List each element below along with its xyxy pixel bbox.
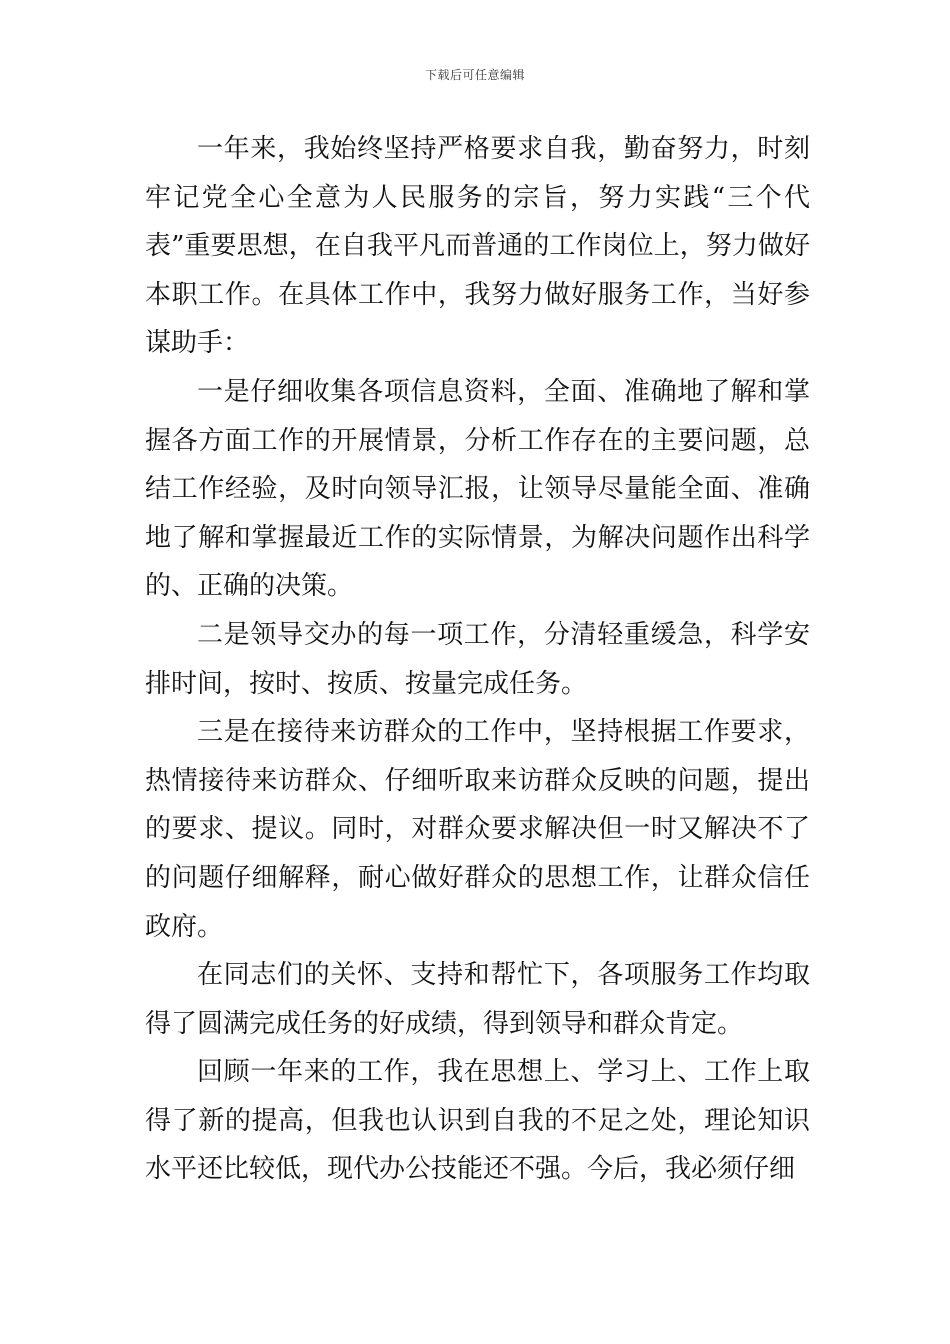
paragraph-4: 三是在接待来访群众的工作中，坚持根据工作要求，热情接待来访群众、仔细听取来访群众反映的问题，提出的要求、提议。同时，对群众要求解决但一时又解决不了的问题仔细解释，耐心做好群众的思想工作，让群众信任政府。 [145, 717, 810, 942]
paragraph-6: 回顾一年来的工作，我在思想上、学习上、工作上取得了新的提高，但我也认识到自我的不足之处，理论知识水平还比较低，现代办公技能还不强。今后，我必须仔细 [145, 1057, 810, 1185]
paragraph-3: 二是领导交办的每一项工作，分清轻重缓急，科学安排时间，按时、按质、按量完成任务。 [145, 619, 810, 699]
paragraph-2: 一是仔细收集各项信息资料，全面、准确地了解和掌握各方面工作的开展情景，分析工作存在的主要问题，总结工作经验，及时向领导汇报，让领导尽量能全面、准确地了解和掌握最近工作的实际情景，为解决问题作出科学的、正确的决策。 [145, 376, 810, 602]
paragraph-5: 在同志们的关怀、支持和帮忙下，各项服务工作均取得了圆满完成任务的好成绩，得到领导和群众肯定。 [145, 960, 810, 1039]
document-body [145, 125, 810, 1194]
header-note: 下载后可任意编辑 [424, 68, 525, 82]
paragraph-1: 一年来，我始终坚持严格要求自我，勤奋努力，时刻牢记党全心全意为人民服务的宗旨，努力实践“三个代表”重要思想，在自我平凡而普通的工作岗位上，努力做好本职工作。在具体工作中，我努力做好服务工作，当好参谋助手： [145, 134, 810, 359]
